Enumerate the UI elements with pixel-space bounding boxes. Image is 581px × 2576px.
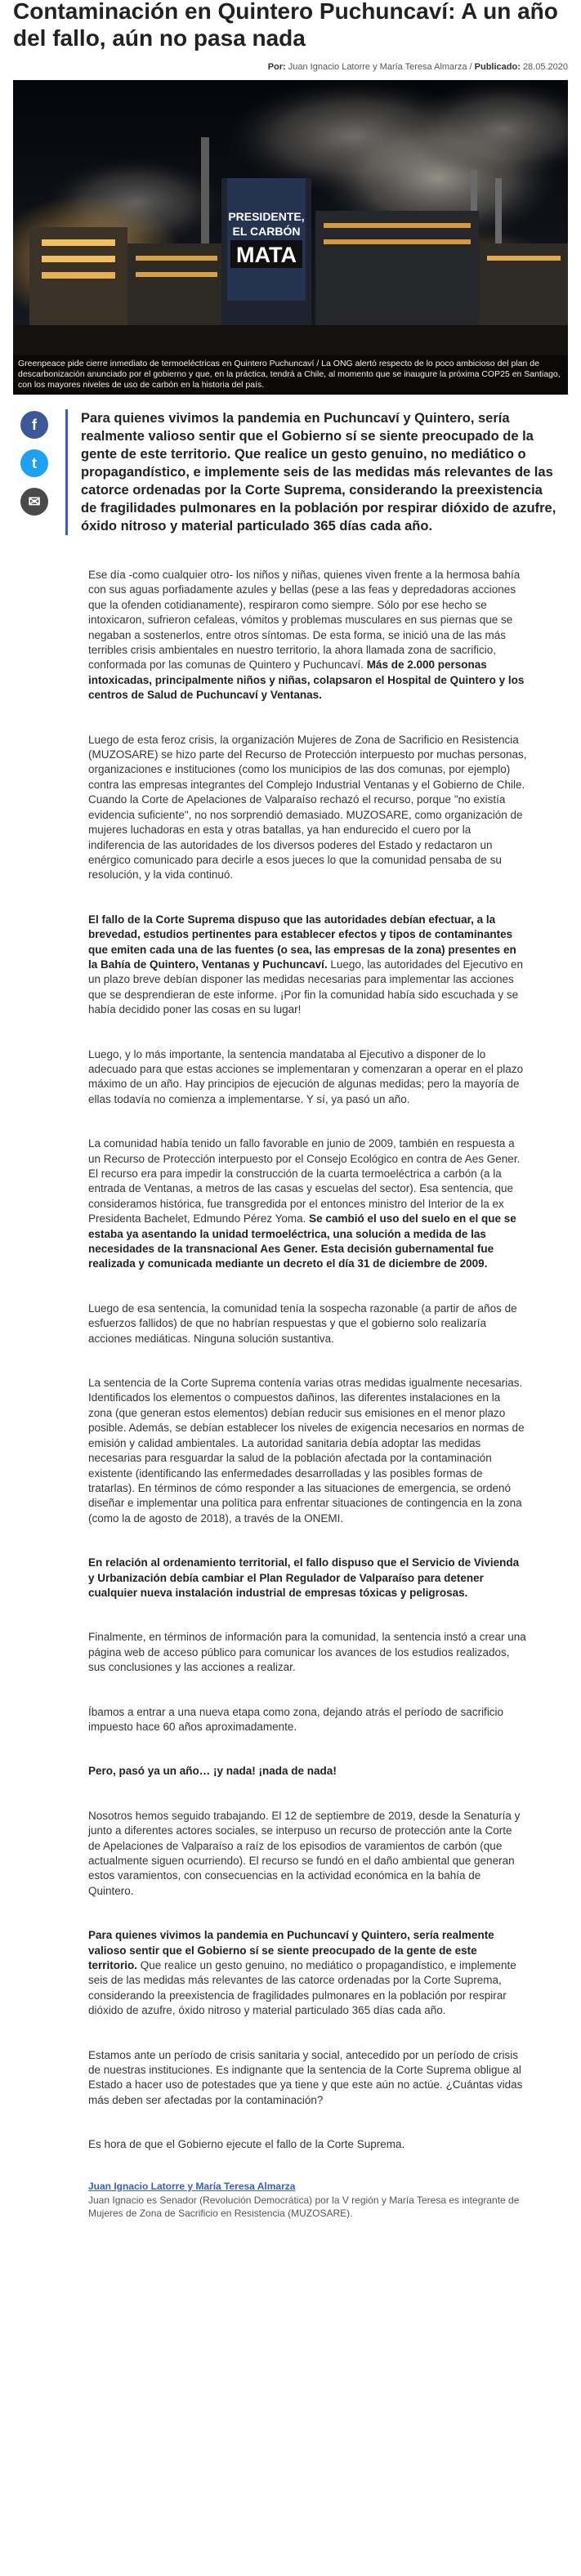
- published-label: Publicado:: [474, 62, 521, 72]
- byline-authors: Juan Ignacio Latorre y María Teresa Almarza: [288, 62, 467, 72]
- paragraph-10: Íbamos a entrar a una nueva etapa como zona, dejando atrás el período de sacrificio impuesto hace 60 años aproximadamente.: [88, 1705, 504, 1733]
- lead-paragraph: Para quienes vivimos la pandemia en Puchuncaví y Quintero, sería realmente valioso sentir que el Gobierno sí se siente preocupado de la gente de este territorio. Que realice un gesto genuino, no mediático o propagandístico, e implemente seis de las medidas más relevantes de las catorce ordenadas por la Corte Suprema, considerando la preexistencia de fragilidades pulmonares en la población por respirar dióxido de azufre, óxido nitroso y material particulado 365 días cada año.: [65, 409, 568, 535]
- paragraph-6: Luego de esa sentencia, la comunidad tenía la sospecha razonable (a partir de años de esfuerzos fallidos) de que no habrían respuestas y que el gobierno solo realizaría acciones mediáticas. Ninguna solución sustantiva.: [88, 1301, 517, 1345]
- twitter-icon[interactable]: t: [20, 449, 48, 477]
- email-icon[interactable]: ✉: [20, 488, 48, 516]
- paragraph-13: Para quienes vivimos la pandemia en Puchuncaví y Quintero, sería realmente valioso sentir que el Gobierno sí se siente preocupado de la gente de este territorio. Que realice un gesto genuino, no mediático o propagandístico, e implemente seis de las medidas más relevantes de las catorce ordenadas por la Corte Suprema, considerando la preexistencia de fragilidades pulmonares en la población por respirar dióxido de azufre, óxido nitroso y material particulado 365 días cada año.: [88, 1929, 516, 2017]
- paragraph-5: La comunidad había tenido un fallo favorable en junio de 2009, también en respuesta a un Recurso de Protección interpuesto por el Consejo Ecológico en contra de Aes Gener. El recurso era para impedir la construcción de la cuarta termoeléctrica a carbón (a la entrada de Ventanas, a metros de las casas y escuelas del sector). Esa sentencia, que consideramos histórica, fue transgredida por el entonces ministro del Interior de la ex Presidenta Bachelet, Edmundo Pérez Yoma. Se cambió el uso del suelo en el que se estaba ya asentando la unidad termoeléctrica, una solución a medida de las necesidades de la transnacional Aes Gener. Esta decisión gubernamental fue realizada y comunicada mediante un decreto el día 31 de diciembre de 2009.: [88, 1137, 521, 1270]
- paragraph-9: Finalmente, en términos de información para la comunidad, la sentencia instó a crear una página web de acceso público para comunicar los avances de los estudios realizados, sus conclusiones y las acciones a realizar.: [88, 1631, 526, 1674]
- paragraph-3: El fallo de la Corte Suprema dispuso que las autoridades debían efectuar, a la brevedad, estudios pertinentes para establecer efectos y tipos de contaminantes que emiten cada una de las fuentes (o sea, las empresas de la zona) presentes en la Bahía de Quintero, Ventanas y Puchuncaví. Luego, las autoridades del Ejecutivo en un plazo breve debían disponer las medidas necesarias para implementar las acciones que se desprendieran de este informe. ¡Por fin la comunidad había sido escuchada y se había decidido poner las cosas en su lugar!: [88, 913, 524, 1016]
- byline-label: Por:: [267, 62, 286, 72]
- paragraph-15: Es hora de que el Gobierno ejecute el fallo de la Corte Suprema.: [88, 2138, 405, 2151]
- banner-line-1: PRESIDENTE,: [228, 210, 305, 223]
- facebook-icon[interactable]: f: [20, 411, 48, 439]
- hero-photo: [13, 80, 568, 395]
- author-link[interactable]: Juan Ignacio Latorre y María Teresa Almarza: [88, 2180, 296, 2192]
- author-box: [88, 2181, 527, 2220]
- published-date: 28.05.2020: [522, 62, 568, 72]
- banner-line-2: EL CARBÓN: [232, 225, 301, 238]
- paragraph-4: Luego, y lo más importante, la sentencia mandataba al Ejecutivo a disponer de lo adecuado para que estas acciones se implementaran y comenzaran a operar en el plazo máximo de un año. Hay principios de ejecución de algunas medidas; pero la mayoría de ellas todavía no comienza a implementarse. Y sí, ya pasó un año.: [88, 1047, 524, 1105]
- social-share-bar: [13, 409, 56, 535]
- paragraph-12: Nosotros hemos seguido trabajando. El 12 de septiembre de 2019, desde la Senaturía y junto a diferentes actores sociales, se interpuso un recurso de protección ante la Corte de Apelaciones de Valparaíso a raíz de los episodios de varamientos de carbón (que actualmente siguen ocurriendo). El recurso se fundó en el daño ambiental que generan estos varamientos, con consecuencias en la actividad económica en la bahía de Quintero.: [88, 1809, 521, 1897]
- article-title: Contaminación en Quintero Puchuncaví: A un año del fallo, aún no pasa nada: [13, 0, 558, 51]
- author-description: Juan Ignacio es Senador (Revolución Democrática) por la V región y María Teresa es integrante de Mujeres de Zona de Sacrificio en Resistencia (MUZOSARE).: [88, 2194, 520, 2219]
- paragraph-8: En relación al ordenamiento territorial, el fallo dispuso que el Servicio de Vivienda y Urbanización debía cambiar el Plan Regulador de Valparaíso para detener cualquier nueva instalación industrial de empresas tóxicas y peligrosas.: [88, 1556, 520, 1599]
- paragraph-2: Luego de esta feroz crisis, la organización Mujeres de Zona de Sacrificio en Resistencia (MUZOSARE) se hizo parte del Recurso de Protección interpuesto por muchas personas, organizaciones e instituciones (como los municipios de las dos comunas, por ejemplo) contra las empresas integrantes del Complejo Industrial Ventanas y el Gobierno de Chile. Cuando la Corte de Apelaciones de Valparaíso rechazó el recurso, porque "no existía evidencia suficiente", no nos sorprendió demasiado. MUZOSARE, como organización de mujeres luchadoras en esta y otras batallas, ya han endurecido el cuero por la indiferencia de las autoridades de los diversos poderes del Estado y redactaron un enérgico comunicado para decirle a esos jueces lo que la comunidad pensaba de su resolución, y la vida continuó.: [88, 733, 527, 882]
- article-body: [13, 568, 568, 2220]
- paragraph-14: Estamos ante un período de crisis sanitaria y social, antecedido por un período de crisis de nuestras instituciones. Es indignante que la sentencia de la Corte Suprema obligue al Estado a hacer uso de potestades que ya tiene y que este aún no actúe. ¿Cuántas vidas más deben ser afectadas por la contaminación?: [88, 2048, 523, 2106]
- hero-caption: Greenpeace pide cierre inmediato de termoeléctricas en Quintero Puchuncaví / La ONG alertó respecto de lo poco ambicioso del plan de descarbonización anunciado por el gobierno y que, en la práctica, tendrá a Chile, al momento que se inaugure la próxima COP25 en Santiago, con los mayores niveles de uso de carbón en la historia del país.: [13, 355, 568, 395]
- byline: Por: Juan Ignacio Latorre y María Teresa Almarza / Publicado: 28.05.2020: [267, 62, 568, 72]
- banner-line-3: MATA: [236, 243, 297, 267]
- paragraph-11: Pero, pasó ya un año… ¡y nada! ¡nada de nada!: [88, 1765, 337, 1778]
- hero-image: [13, 80, 568, 395]
- lead-section: [13, 409, 568, 535]
- paragraph-1: Ese día -como cualquier otro- los niños y niñas, quienes viven frente a la hermosa bahía con sus aguas porfiadamente azules y bellas (pese a las feas y depredadoras acciones que la ofenden cotidianamente), respiraron como siempre. Sólo por ese hecho se intoxicaron, sufrieron cefaleas, vómitos y problemas musculares en sus piernas que se negaban a sostenerlos, entre otros síntomas. De esta forma, se inició una de las más terribles crisis ambientales en nuestro territorio, la ahora llamada zona de sacrificio, conformada por las comunas de Quintero y Puchuncaví. Más de 2.000 personas intoxicadas, principalmente niños y niñas, colapsaron el Hospital de Quintero y los centros de Salud de Puchuncaví y Ventanas.: [88, 569, 525, 702]
- paragraph-7: La sentencia de la Corte Suprema contenía varias otras medidas igualmente necesarias. Identificados los elementos o compuestos dañinos, las diferentes instalaciones en la zona (que generan estos elementos) debían reducir sus emisiones en el menor plazo posible. Además, se debían establecer los niveles de exigencia necesarios en normas de emisión y calidad ambientales. La autoridad sanitaria debía adoptar las medidas necesarias para resguardar la salud de la población afectada por la contaminación existente (identificando las enfermedades desarrolladas y las posibles formas de tratarlas). En términos de cómo responder a las situaciones de emergencia, se ordenó diseñar e implementar una política para enfrentar situaciones de contingencia en la zona (como la de agosto de 2018), a través de la ONEMI.: [88, 1377, 525, 1525]
